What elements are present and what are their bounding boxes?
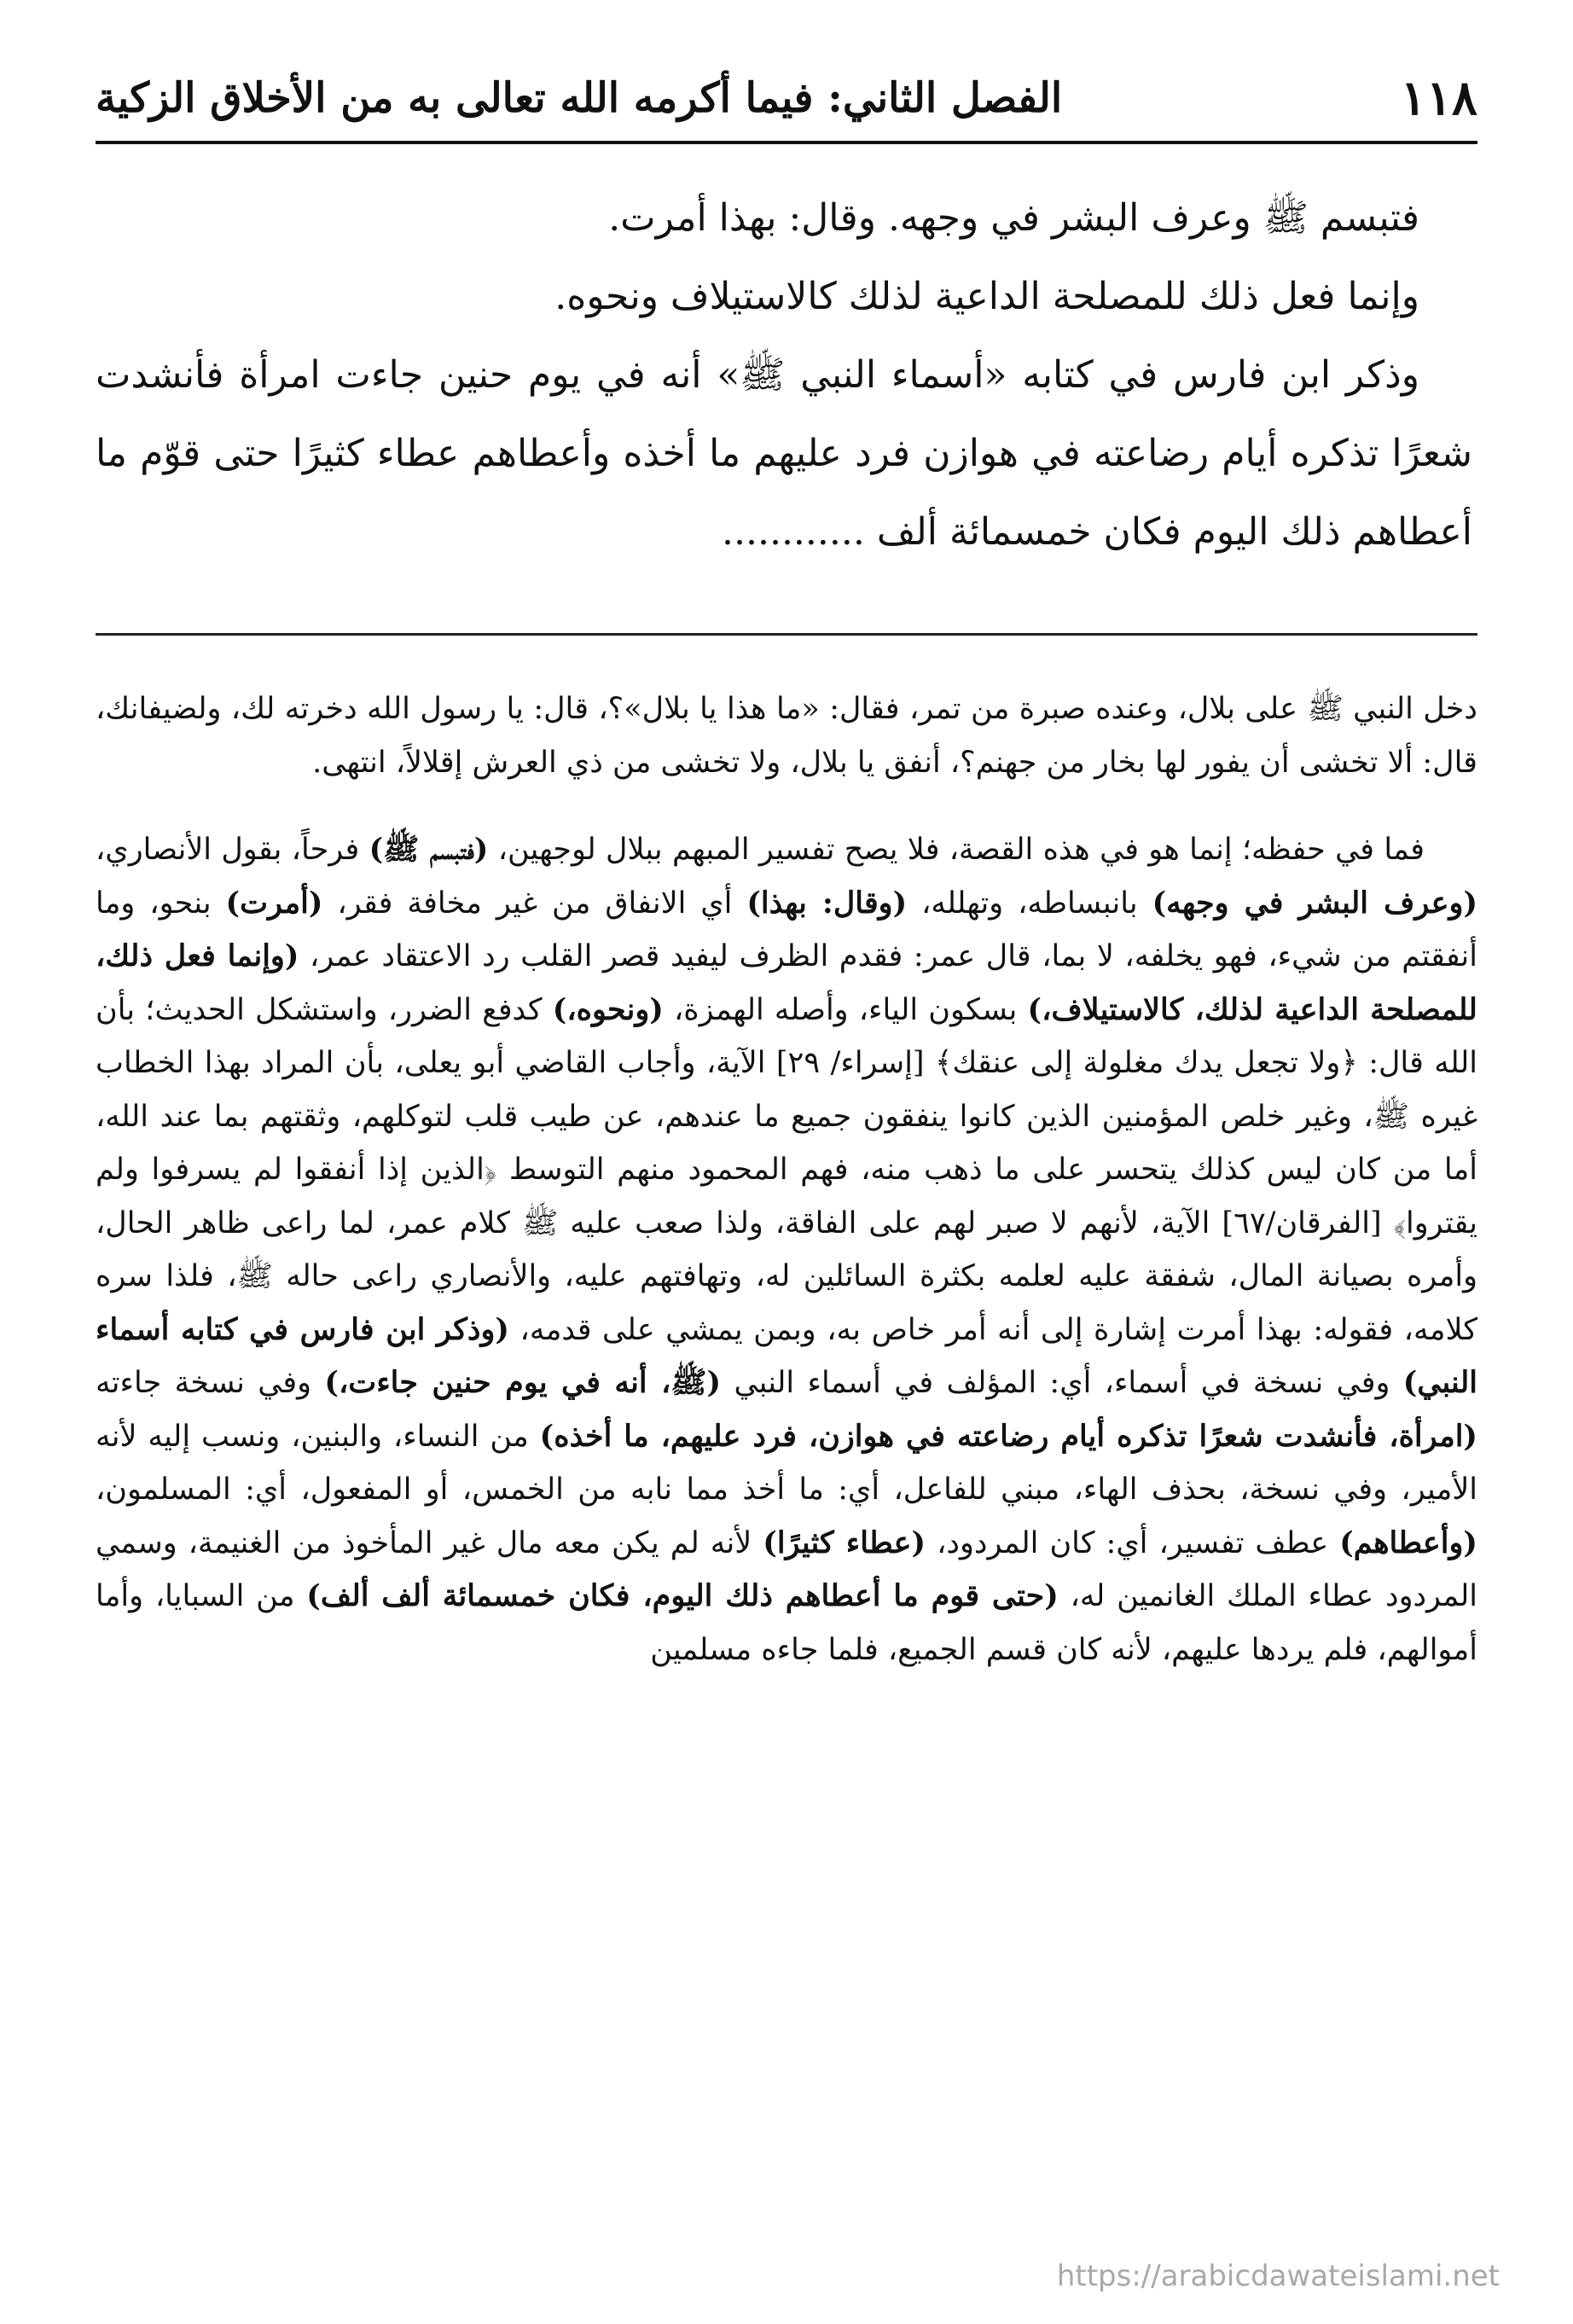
main-paragraph: وإنما فعل ذلك للمصلحة الداعية لذلك كالاستيلاف ونحوه. bbox=[554, 275, 1419, 318]
main-text bbox=[96, 179, 1472, 572]
commentary-text: فرحاً، بقول الأنصاري، bbox=[96, 833, 369, 867]
quoted-main-text: (امرأة، فأنشدت شعرًا تذكره أيام رضاعته في هوازن، فرد عليهم، ما أخذه) bbox=[539, 1418, 1477, 1454]
quoted-main-text: (فتبسم ﷺ) bbox=[369, 832, 489, 867]
commentary-text: من النساء، والبنين، ونسب إليه لأنه الأمير، وفي نسخة، بحذف الهاء، مبني للفاعل، أي: ما أخذ مما نابه من الخمس، أو المفعول، أي: المسلمون، bbox=[96, 1419, 1477, 1507]
commentary-text: فما في حفظه؛ إنما هو في هذه القصة، فلا يصح تفسير المبهم ببلال لوجهين، bbox=[488, 833, 1425, 867]
header-rule bbox=[96, 141, 1477, 144]
commentary-text: لأنه لم يكن معه مال غير المأخوذ من الغنيمة، وسمي المردود عطاء الملك الغانمين له، bbox=[96, 1525, 1477, 1613]
commentary-text: من السبايا، وأما أموالهم، فلم يردها عليهم، لأنه كان قسم الجميع، فلما جاءه مسلمين bbox=[96, 1579, 1477, 1667]
quoted-main-text: (عطاء كثيرًا) bbox=[763, 1525, 926, 1560]
quoted-main-text: (وأعطاهم) bbox=[1339, 1525, 1477, 1560]
watermark-url: https://arabicdawateislami.net bbox=[1056, 2259, 1500, 2293]
commentary-paragraph bbox=[96, 823, 1477, 1676]
quoted-main-text: (وذكر ابن فارس في كتابه أسماء النبي) bbox=[96, 1311, 1477, 1400]
commentary bbox=[96, 683, 1477, 1676]
quoted-main-text: (وعرف البشر في وجهه) bbox=[1152, 885, 1478, 921]
quoted-main-text: (وقال: بهذا) bbox=[746, 885, 908, 921]
quoted-main-text: (وإنما فعل ذلك، للمصلحة الداعية لذلك، كالاستيلاف،) bbox=[96, 938, 1477, 1027]
main-paragraph: وذكر ابن فارس في كتابه «أسماء النبي ﷺ» أنه في يوم حنين جاءت امرأة فأنشدت شعرًا تذكره أيام رضاعته في هوازن فرد عليهم ما أخذه وأعطاهم عطاء كثيرًا حتى قوّم ما أعطاهم ذلك اليوم فكان خمسمائة ألف ............ bbox=[96, 353, 1472, 554]
quoted-main-text: (ﷺ، أنه في يوم حنين جاءت،) bbox=[324, 1365, 722, 1400]
quoted-main-text: (أمرت) bbox=[225, 885, 323, 921]
commentary-text: كدفع الضرر، واستشكل الحديث؛ بأن الله قال: ﴿ولا تجعل يدك مغلولة إلى عنقك﴾ [إسراء/ ٢٩] الآية، وأجاب القاضي أبو يعلى، بأن المراد بهذا الخطاب غيره ﷺ، وغير خلص المؤمنين الذين كانوا ينفقون جميع ما عندهم، عن طيب قلب لتوكلهم، وثقتهم بما عند الله، أما من كان ليس كذلك يتحسر على ما ذهب منه، فهم المحمود منهم التوسط ﴿الذين إذا أنفقوا لم يسرفوا ولم يقتروا﴾ [الفرقان/٦٧] الآية، لأنهم لا صبر لهم على الفاقة، ولذا صعب عليه ﷺ كلام عمر، لما راعى ظاهر الحال، وأمره بصيانة المال، شفقة عليه لعلمه بكثرة السائلين له، وتهافتهم عليه، والأنصاري راعى حاله ﷺ، فلذا سره كلامه، فقوله: بهذا أمرت إشارة إلى أنه أمر خاص به، وبمن يمشي على قدمه، bbox=[96, 992, 1478, 1347]
commentary-text: بانبساطه، وتهلله، bbox=[907, 886, 1152, 921]
page-header bbox=[96, 60, 1477, 137]
page-number: ١١٨ bbox=[1400, 70, 1477, 126]
commentary-text: عطف تفسير، أي: كان المردود، bbox=[926, 1525, 1340, 1560]
quoted-main-text: (حتى قوم ما أعطاهم ذلك اليوم، فكان خمسمائة ألف ألف) bbox=[306, 1578, 1059, 1613]
commentary-text: أي الانفاق من غير مخافة فقر، bbox=[322, 886, 747, 921]
commentary-text: وفي نسخة جاءته bbox=[96, 1366, 325, 1400]
commentary-paragraph: دخل النبي ﷺ على بلال، وعنده صبرة من تمر، فقال: «ما هذا يا بلال»؟، قال: يا رسول الله دخرته لك، ولضيفانك، قال: ألا تخشى أن يفور لها بخار من جهنم؟، أنفق يا بلال، ولا تخشى من ذي العرش إقلالاً، انتهى. bbox=[96, 692, 1477, 780]
section-separator bbox=[96, 633, 1477, 636]
chapter-title: الفصل الثاني: فيما أكرمه الله تعالى به من الأخلاق الزكية bbox=[96, 74, 1063, 122]
commentary-text: وفي نسخة في أسماء، أي: المؤلف في أسماء النبي bbox=[721, 1366, 1403, 1400]
commentary-text: بسكون الياء، وأصله الهمزة، bbox=[663, 992, 1028, 1027]
main-paragraph: فتبسم ﷺ وعرف البشر في وجهه. وقال: بهذا أمرت. bbox=[608, 196, 1419, 240]
quoted-main-text: (ونحوه،) bbox=[552, 991, 664, 1027]
commentary-text: بنحو، وما أنفقتم من شيء، فهو يخلفه، لا بما، قال عمر: فقدم الظرف ليفيد قصر القلب رد الاعتقاد عمر، bbox=[96, 886, 1477, 973]
